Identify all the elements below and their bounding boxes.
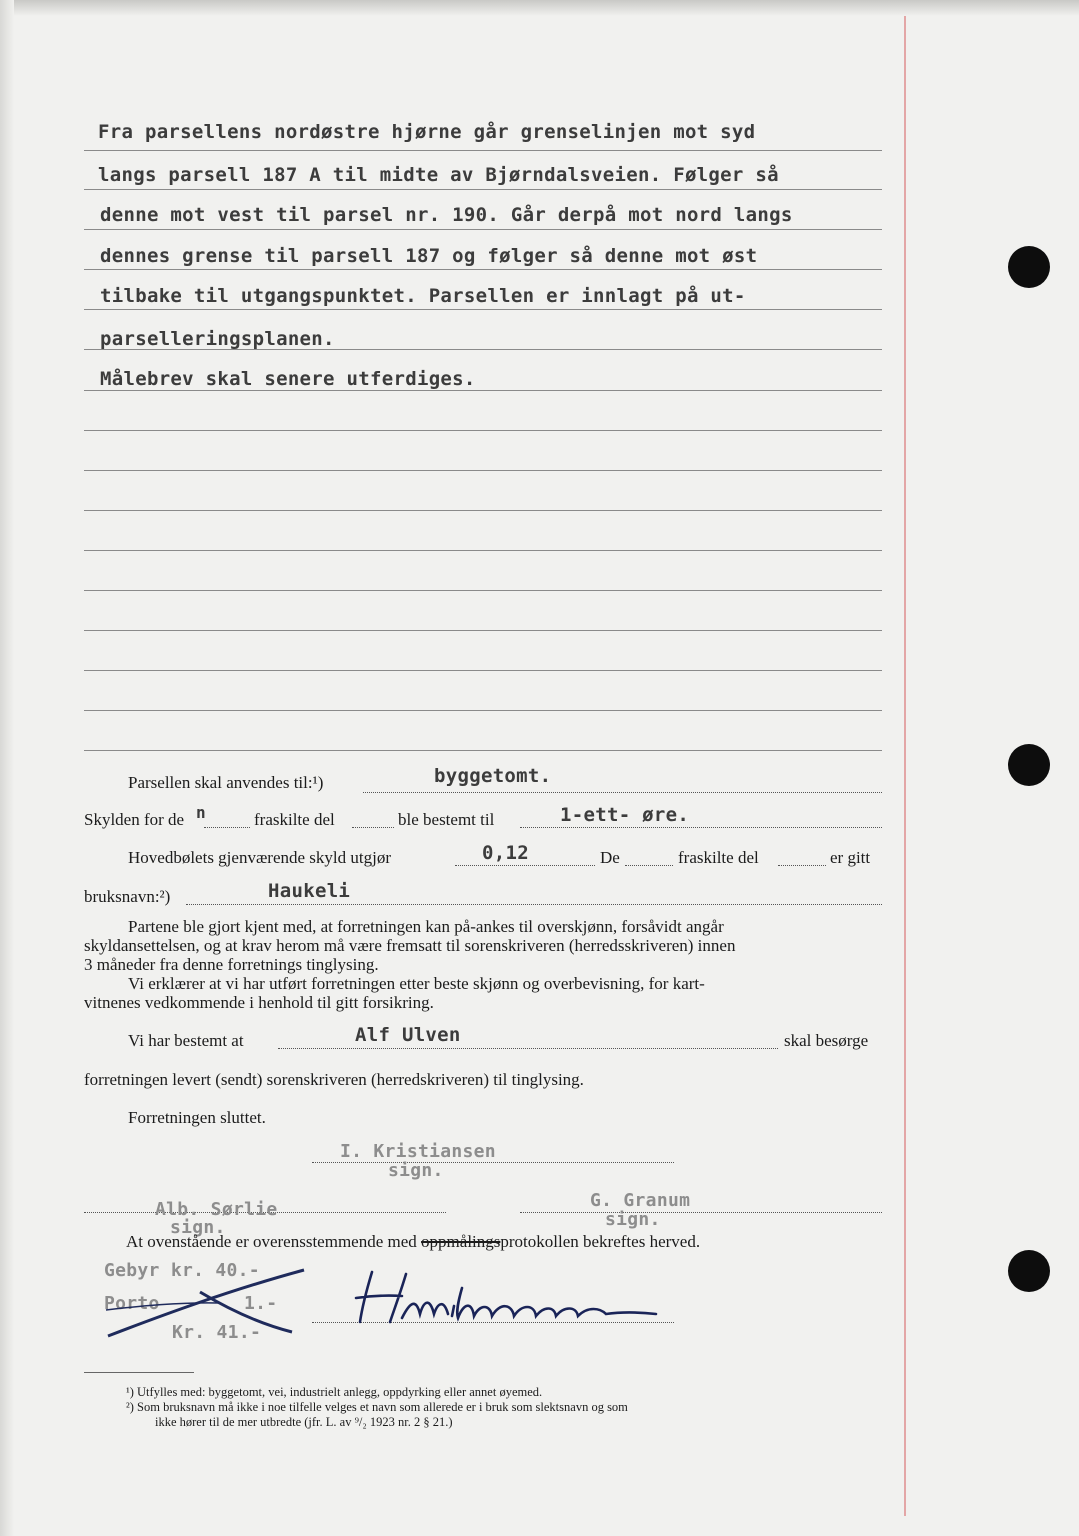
- dotted-fill-line: [625, 865, 673, 866]
- sig1-name: I. Kristiansen: [340, 1141, 496, 1162]
- certification-post: protokollen bekreftes herved.: [500, 1232, 701, 1251]
- ruled-line: [84, 150, 882, 151]
- bestemt-suffix: skal besørge: [784, 1031, 869, 1050]
- ruled-line: [84, 470, 882, 471]
- skyld-label-c: ble bestemt til: [398, 810, 495, 829]
- ruled-line: [84, 269, 882, 270]
- footnote-rule: [84, 1372, 194, 1373]
- use-value: byggetomt.: [434, 765, 552, 787]
- skyld-fill-n: n: [196, 803, 206, 822]
- punch-hole-middle: [1008, 744, 1050, 786]
- ruled-line: [84, 390, 882, 391]
- certification-struck: oppmålings: [421, 1232, 501, 1251]
- dotted-fill-line: [363, 792, 882, 793]
- hoved-value: 0,12: [482, 842, 529, 864]
- para2-line1: Vi erklærer at vi har utført forretningen etter beste skjønn og overbevisning, for kart-: [128, 974, 705, 993]
- hoved-gitt: er gitt: [830, 848, 871, 867]
- dotted-fill-line: [352, 827, 394, 828]
- footnote-2-line1: ²) Som bruksnavn må ikke i noe tilfelle velges et navn som allerede er i bruk som slektsnavn og som: [126, 1400, 628, 1414]
- sig3-sign: sign.: [605, 1209, 661, 1230]
- ruled-line: [84, 750, 882, 751]
- dotted-fill-line: [520, 827, 882, 828]
- signature-line: [312, 1162, 674, 1163]
- dotted-fill-line: [278, 1048, 778, 1049]
- sig1-sign: sign.: [388, 1160, 444, 1181]
- hoved-fraskilte: fraskilte del: [678, 848, 759, 867]
- red-margin-line: [904, 16, 906, 1516]
- dotted-fill-line: [778, 865, 826, 866]
- sluttet-line: Forretningen sluttet.: [128, 1108, 266, 1127]
- fee-total: Kr. 41.-: [172, 1322, 262, 1343]
- ruled-line: [84, 510, 882, 511]
- ruled-line: [84, 710, 882, 711]
- levert-line: forretningen levert (sendt) sorenskriveren (herredskriveren) til tinglysing.: [84, 1070, 584, 1089]
- ruled-line: [84, 630, 882, 631]
- dotted-fill-line: [204, 827, 250, 828]
- ruled-line: [84, 229, 882, 230]
- dotted-fill-line: [186, 904, 882, 905]
- typed-line-1: Fra parsellens nordøstre hjørne går grenselinjen mot syd: [98, 121, 756, 143]
- bestemt-value: Alf Ulven: [355, 1024, 461, 1046]
- signature-line: [520, 1212, 882, 1213]
- sig2-sign: sign.: [170, 1217, 226, 1238]
- bruksnavn-value: Haukeli: [268, 880, 351, 902]
- hoved-de: De: [600, 848, 620, 867]
- ruled-line: [84, 550, 882, 551]
- typed-line-7: Målebrev skal senere utferdiges.: [100, 368, 476, 390]
- footnote-2-line2: ikke hører til de mer utbredte (jfr. L. av ⁹/₂ 1923 nr. 2 § 21.): [155, 1415, 453, 1429]
- skyld-label-a: Skylden for de: [84, 810, 185, 829]
- scan-shadow-top: [0, 0, 1079, 16]
- dotted-fill-line: [455, 865, 595, 866]
- typed-line-3: denne mot vest til parsel nr. 190. Går derpå mot nord langs: [100, 204, 793, 226]
- ruled-line: [84, 670, 882, 671]
- bestemt-label: Vi har bestemt at: [128, 1031, 244, 1050]
- para1-line3: 3 måneder fra denne forretnings tinglysing.: [84, 955, 379, 974]
- punch-hole-top: [1008, 246, 1050, 288]
- fee-porto-label: Porto: [104, 1293, 160, 1314]
- typed-line-2: langs parsell 187 A til midte av Bjørndalsveien. Følger så: [98, 164, 779, 186]
- certification-line: [126, 1232, 700, 1252]
- fee-gebyr: Gebyr kr. 40.-: [104, 1260, 260, 1281]
- para1-line2: skyldansettelsen, og at krav herom må være fremsatt til sorenskriveren (herredsskriveren) innen: [84, 936, 736, 955]
- typed-line-5: tilbake til utgangspunktet. Parsellen er innlagt på ut-: [100, 285, 746, 307]
- footnote-1: ¹) Utfylles med: byggetomt, vei, industrielt anlegg, oppdyrking eller annet øyemed.: [126, 1385, 543, 1399]
- skyld-label-b: fraskilte del: [254, 810, 335, 829]
- ruled-line: [84, 430, 882, 431]
- hoved-label: Hovedbølets gjenværende skyld utgjør: [128, 848, 391, 867]
- fee-porto-value: 1.-: [244, 1293, 278, 1314]
- typed-line-4: dennes grense til parsell 187 og følger så denne mot øst: [100, 245, 758, 267]
- punch-hole-bottom: [1008, 1250, 1050, 1292]
- ruled-line: [84, 309, 882, 310]
- sig3-name: G. Granum: [590, 1190, 691, 1211]
- certification-pre: At ovenstående er overensstemmende med: [126, 1232, 417, 1251]
- skyld-value: 1-ett- øre.: [560, 804, 690, 826]
- typed-line-6: parselleringsplanen.: [100, 328, 335, 350]
- para1-line1: Partene ble gjort kjent med, at forretningen kan på-ankes til overskjønn, forsåvidt angår: [128, 917, 724, 936]
- scan-shadow-left: [0, 0, 14, 1536]
- use-label: Parsellen skal anvendes til:¹): [128, 773, 324, 792]
- handwritten-signature: [350, 1262, 680, 1332]
- sig2-name: Alb. Sørlie: [155, 1199, 278, 1220]
- para2-line2: vitnenes vedkommende i henhold til gitt forsikring.: [84, 993, 434, 1012]
- ruled-line: [84, 189, 882, 190]
- fee-crossout-strokes: [100, 1262, 315, 1347]
- ruled-line: [84, 590, 882, 591]
- bruksnavn-label: bruksnavn:²): [84, 887, 171, 906]
